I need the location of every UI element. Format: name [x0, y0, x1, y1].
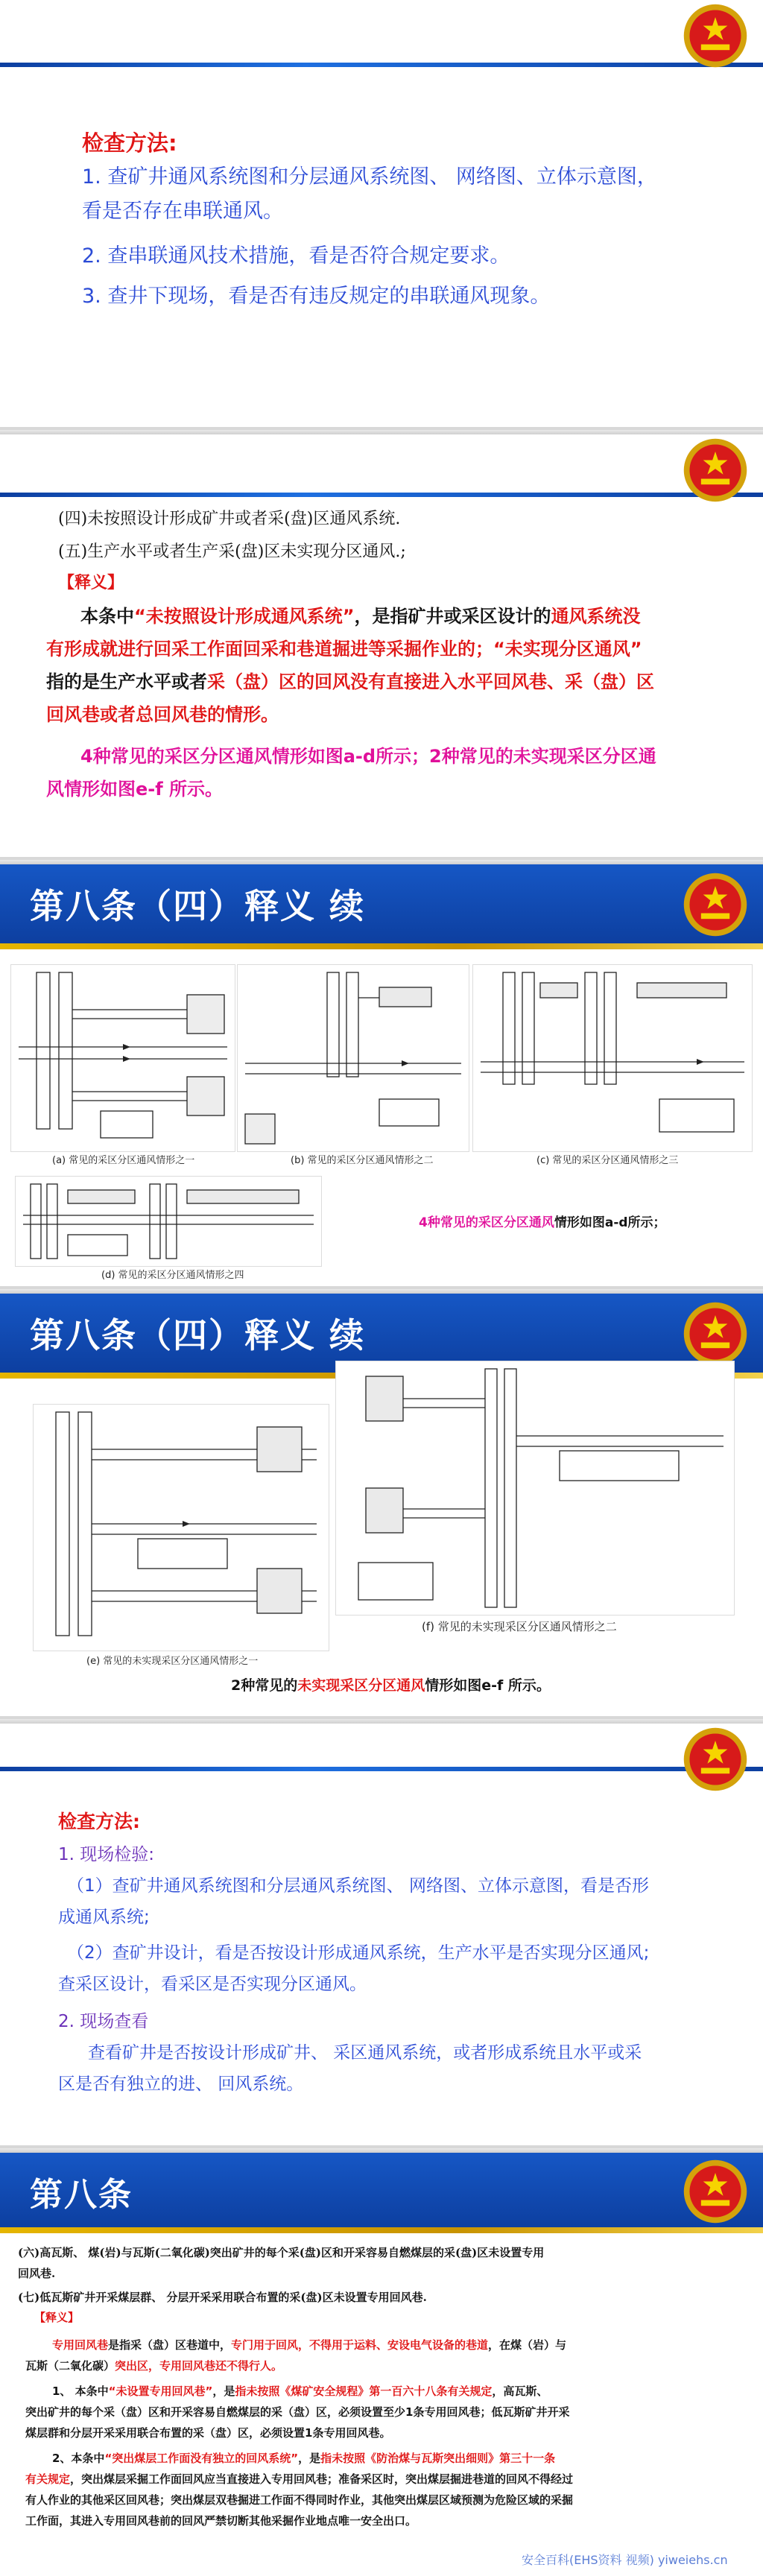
- diagram-c: [472, 964, 753, 1152]
- step-2a-line-1: 查看矿井是否按设计形成矿井、 采区通风系统，或者形成系统且水平或采: [88, 2043, 642, 2063]
- national-emblem-icon: [680, 869, 751, 940]
- definition-line-1: 专用回风巷是指采（盘）区巷道中，专门用于回风，不得用于运料、安设电气设备的巷道，在煤（岩）与: [52, 2338, 567, 2352]
- item-2-line-4: 工作面，其进入专用回风巷前的回风严禁切断其他采掘作业地点唯一安全出口。: [25, 2514, 417, 2528]
- header-line: [0, 1767, 763, 1771]
- watermark-text: 安全百科(EHS资料 视频) yiweiehs.cn: [522, 2553, 728, 2567]
- caption-c: (c) 常见的采区分区通风情形之三: [536, 1155, 679, 1166]
- national-emblem-icon: [680, 2156, 751, 2227]
- step-1-heading: 1. 现场检验:: [58, 1845, 155, 1864]
- check-method-heading: 检查方法:: [58, 1811, 140, 1832]
- diagram-f: [335, 1361, 735, 1615]
- interpretation-para-1-line-1: 本条中“未按照设计形成通风系统”，是指矿井或采区设计的通风系统没: [80, 606, 641, 627]
- interpretation-label: 【释义】: [58, 574, 124, 592]
- diagram-note: 4种常见的采区分区通风情形如图a-d所示；: [419, 1215, 666, 1230]
- diagram-e: [33, 1404, 329, 1651]
- step-1b-line-2: 查采区设计，看采区是否实现分区通风。: [58, 1975, 367, 1994]
- interpretation-para-1-line-2: 有形成就进行回采工作面回采和巷道掘进等采掘作业的；“未实现分区通风”: [46, 639, 642, 659]
- header-line: [0, 493, 763, 497]
- slide-3: [0, 864, 763, 1289]
- caption-f: (f) 常见的未实现采区分区通风情形之二: [422, 1620, 617, 1633]
- interpretation-para-2-line-2: 风情形如图e-f 所示。: [46, 779, 224, 800]
- item-1-line-1: 1、 本条中“未设置专用回风巷”，是指未按照《煤矿安全规程》第一百六十八条有关规定，高瓦斯、: [52, 2384, 548, 2398]
- caption-e: (e) 常见的未实现采区分区通风情形之一: [86, 1656, 259, 1667]
- slide-title: 第八条（四）释义 续: [30, 886, 366, 926]
- national-emblem-icon: [680, 0, 751, 72]
- clause-6-cont: 回风巷.: [18, 2267, 56, 2280]
- interpretation-para-1-line-3: 指的是生产水平或者采（盘）区的回风没有直接进入水平回风巷、采（盘）区: [46, 671, 654, 692]
- slide-1: [0, 0, 763, 430]
- diagram-note: 2种常见的未实现采区分区通风情形如图e-f 所示。: [231, 1677, 551, 1694]
- interpretation-label: 【释义】: [34, 2311, 80, 2324]
- slide-5: [0, 1724, 763, 2148]
- clause-6: (六)高瓦斯、 煤(岩)与瓦斯(二氧化碳)突出矿井的每个采(盘)区和开采容易自燃煤层的采(盘)区未设置专用: [18, 2246, 545, 2259]
- national-emblem-icon: [680, 1724, 751, 1795]
- title-stripe: [0, 2227, 763, 2233]
- national-emblem-icon: [680, 434, 751, 506]
- title-stripe: [0, 943, 763, 949]
- check-item-1: 1. 查矿井通风系统图和分层通风系统图、 网络图、立体示意图，: [82, 165, 657, 189]
- item-2-line-2: 有关规定，突出煤层采掘工作面回风应当直接进入专用回风巷；准备采区时，突出煤层掘进巷道的回风不得经过: [25, 2472, 574, 2486]
- item-2-line-3: 有人作业的其他采区回风巷；突出煤层双巷掘进工作面不得同时作业，其他突出煤层区域预测为危险区域的采掘: [25, 2493, 574, 2507]
- clause-4: (四)未按照设计形成矿井或者采(盘)区通风系统.: [58, 510, 401, 528]
- item-2-line-1: 2、本条中“突出煤层工作面没有独立的回风系统”，是指未按照《防治煤与瓦斯突出细则》第三十一条: [52, 2452, 556, 2465]
- item-1-line-2: 突出矿井的每个采（盘）区和开采容易自燃煤层的采（盘）区，必须设置至少1条专用回风巷；低瓦斯矿井开采: [25, 2405, 570, 2419]
- diagram-a: [10, 964, 235, 1152]
- header-line: [0, 63, 763, 67]
- step-1a-line-1: （1）查矿井通风系统图和分层通风系统图、 网络图、立体示意图，看是否形: [67, 1876, 649, 1896]
- check-item-1-cont: 看是否存在串联通风。: [82, 200, 283, 223]
- check-method-heading: 检查方法:: [82, 130, 177, 156]
- step-1b-line-1: （2）查矿井设计，看是否按设计形成通风系统，生产水平是否实现分区通风;: [67, 1943, 650, 1963]
- check-item-2: 2. 查串联通风技术措施，看是否符合规定要求。: [82, 244, 510, 268]
- clause-7: (七)低瓦斯矿井开采煤层群、 分层开采采用联合布置的采(盘)区未设置专用回风巷.: [18, 2291, 427, 2304]
- interpretation-para-2-line-1: 4种常见的采区分区通风情形如图a-d所示；2种常见的未实现采区分区通: [80, 746, 656, 767]
- step-2a-line-2: 区是否有独立的进、 回风系统。: [58, 2075, 304, 2094]
- caption-d: (d) 常见的采区分区通风情形之四: [101, 1270, 244, 1281]
- caption-a: (a) 常见的采区分区通风情形之一: [52, 1155, 195, 1166]
- slide-4: [0, 1294, 763, 1719]
- diagram-b: [237, 964, 469, 1152]
- slide-title: 第八条: [30, 2176, 133, 2214]
- caption-b: (b) 常见的采区分区通风情形之二: [291, 1155, 434, 1166]
- step-1a-line-2: 成通风系统;: [58, 1908, 150, 1927]
- slide-2: [0, 434, 763, 860]
- clause-5: (五)生产水平或者生产采(盘)区未实现分区通风.;: [58, 542, 406, 561]
- slide-title: 第八条（四）释义 续: [30, 1315, 366, 1355]
- national-emblem-icon: [680, 1298, 751, 1370]
- diagram-d: [15, 1176, 322, 1267]
- definition-line-2: 瓦斯（二氧化碳）突出区，专用回风巷还不得行人。: [25, 2359, 283, 2373]
- interpretation-para-1-line-4: 回风巷或者总回风巷的情形。: [46, 704, 279, 725]
- check-item-3: 3. 查井下现场，看是否有违反规定的串联通风现象。: [82, 285, 551, 308]
- slide-6: [0, 2153, 763, 2576]
- item-1-line-3: 煤层群和分层开采采用联合布置的采（盘）区，必须设置1条专用回风巷。: [25, 2426, 391, 2440]
- step-2-heading: 2. 现场查看: [58, 2012, 149, 2031]
